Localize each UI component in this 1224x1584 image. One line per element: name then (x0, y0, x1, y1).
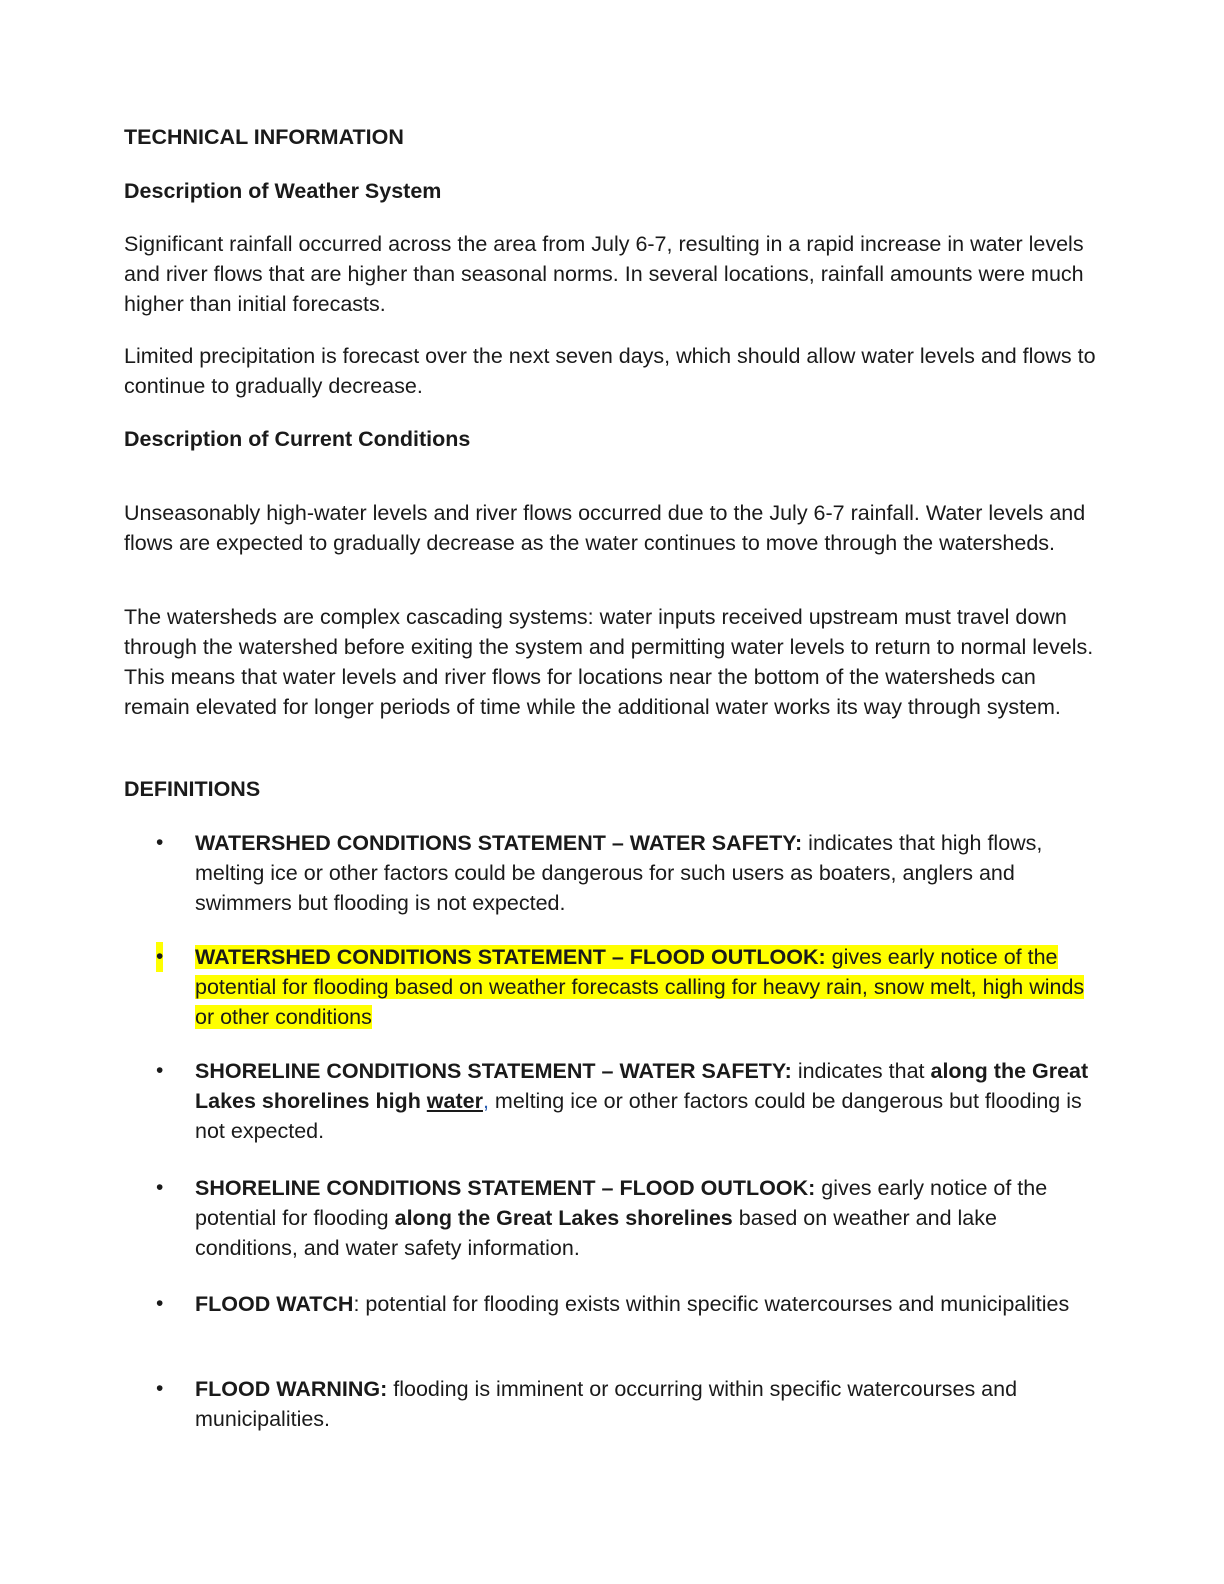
definition-text (195, 828, 1095, 918)
bullet-icon: • (156, 1059, 164, 1082)
weather-paragraph-1: Significant rainfall occurred across the area from July 6-7, resulting in a rapid increase in water levels and river flows that are higher than seasonal norms. In several locations, rainfall amounts were much higher than initial forecasts. (124, 232, 1084, 316)
conditions-paragraph-1: Unseasonably high-water levels and river flows occurred due to the July 6-7 rainfall. Water levels and flows are expected to gradually decrease as the water continues to move through the watersheds. (124, 501, 1086, 555)
conditions-paragraph-2: The watersheds are complex cascading systems: water inputs received upstream must travel down through the watershed before exiting the system and permitting water levels to return to normal levels. This means that water levels and river flows for locations near the bottom of the watersheds can remain elevated for longer periods of time while the additional water works its way through system. (124, 605, 1094, 719)
definition-description-cont: based on weather and lake conditions, and water safety information. (195, 1206, 997, 1260)
definition-description: : potential for flooding exists within specific watercourses and municipalities (353, 1292, 1070, 1316)
definition-description: indicates that (791, 1059, 931, 1083)
comma-mark: , (482, 1089, 489, 1113)
definition-term: SHORELINE CONDITIONS STATEMENT – WATER SAFETY: (195, 1059, 792, 1083)
bullet-icon: • (156, 1176, 164, 1199)
definitions-heading: DEFINITIONS (124, 777, 261, 801)
definition-term: FLOOD WATCH (195, 1292, 354, 1316)
bullet-icon: • (156, 831, 164, 854)
emphasis-text: along the Great Lakes shorelines high (195, 1059, 1089, 1113)
definition-text (195, 942, 1095, 1032)
definition-text (195, 1173, 1095, 1263)
definition-description: indicates that high flows, melting ice or other factors could be dangerous for such users as boaters, anglers and swimmers but flooding is not expected. (195, 831, 1043, 915)
definition-description: gives early notice of the potential for flooding based on weather forecasts calling for heavy rain, snow melt, high winds or other conditions (195, 945, 1085, 1029)
definition-text (195, 1056, 1095, 1146)
definition-term: WATERSHED CONDITIONS STATEMENT – FLOOD OUTLOOK: (195, 945, 826, 969)
highlight-run (195, 945, 1084, 1029)
bullet-icon: • (156, 942, 163, 972)
definition-term: FLOOD WARNING: (195, 1377, 388, 1401)
definition-description: gives early notice of the potential for flooding (195, 1176, 1048, 1230)
definition-text (195, 1289, 1095, 1319)
weather-paragraph-2: Limited precipitation is forecast over the next seven days, which should allow water levels and flows to continue to gradually decrease. (124, 344, 1096, 398)
definition-description-cont: melting ice or other factors could be dangerous but flooding is not expected. (195, 1089, 1082, 1143)
definition-term: WATERSHED CONDITIONS STATEMENT – WATER SAFETY: (195, 831, 803, 855)
definition-description: flooding is imminent or occurring within specific watercourses and municipalities. (195, 1377, 1018, 1431)
definition-term: SHORELINE CONDITIONS STATEMENT – FLOOD OUTLOOK: (195, 1176, 816, 1200)
current-conditions-heading: Description of Current Conditions (124, 427, 471, 451)
emphasis-text: along the Great Lakes shorelines (394, 1206, 733, 1230)
definition-text (195, 1374, 1095, 1434)
weather-system-heading: Description of Weather System (124, 179, 442, 203)
bullet-icon: • (156, 1377, 164, 1400)
bullet-icon: • (156, 1292, 164, 1315)
technical-information-heading: TECHNICAL INFORMATION (124, 125, 404, 149)
underlined-word: water (426, 1089, 483, 1113)
